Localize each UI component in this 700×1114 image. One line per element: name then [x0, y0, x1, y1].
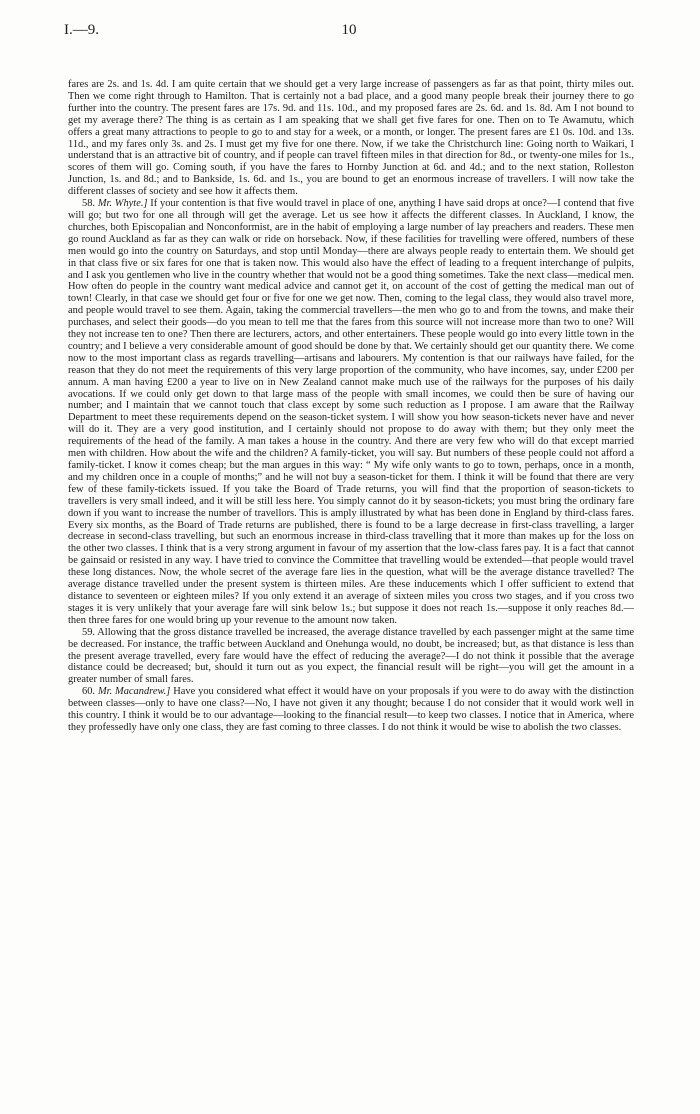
speaker-name: Mr. Whyte.] — [97, 198, 151, 210]
document-reference: I.—9. — [64, 22, 99, 38]
question-number: 59. — [82, 626, 98, 638]
paragraph-text: Have you considered what effect it would have on your proposals if you were to do away with the distinction between classes—only to have one class?—No, I have not given it any thought; because I do not consider that it would work well in this country. I think it would be to our advantage—looking to the financial result—to keep two classes. I notice that in America, where they professedly have only one class, they are fast coming to three classes. I do not think it would be wise to abolish the two classes. — [68, 686, 634, 733]
speaker-name: Mr. Macandrew.] — [97, 686, 174, 698]
paragraph-text: Allowing that the gross distance travelled be increased, the average distance travelled by each passenger might at the same time be decreased. For instance, the traffic between Auckland and Onehunga would, no doubt, be increased; but, as that distance is less than the present average travelled, every fare would have the effect of reducing the average?—I do not think it possible that the average distance could be decreased; but, should it turn out as you expect, the financial result will be right—you will get the amount in a greater number of small fares. — [68, 626, 634, 686]
page-number: 10 — [341, 22, 357, 38]
page-header — [64, 22, 634, 42]
paragraph-text: If your contention is that five would travel in place of one, anything I have said drops at once?—I contend that five will go; but two for one all through will get the average. Let us see how it affects the different classes. In Auckland, I know, the churches, both Episcopalian and Nonconformist, are in the habit of employing a large number of lay preachers and readers. These men go round Auckland as far as they can walk or ride on horseback. Now, if these facilities for travelling were offered, numbers of these men would go into the country on Saturdays, and stop until Monday—there are always people ready to entertain them. We should get in that class five or six fares for one that is taken now. This would also have the effect of leading to a frequent interchange of pulpits, and I ask you gentlemen who live in the country whether that would not be a good thing sometimes. Take the next class—medical men. How often do people in the country want medical advice and cannot get it, on account of the cost of getting the medical man out of town! Clearly, in that case we should get four or five for one we get now. Then, coming to the legal class, they would also travel more, and people would travel to see them. Again, taking the commercial travellers—the men who go to and from the towns, and make their purchases, and select their goods—do you mean to tell me that the fares from this source will not increase more than two to one? Will they not increase ten to one? Then there are lecturers, actors, and other entertainers. These people would go into every little town in the country; and I believe a very considerable amount of good should be done by that. We certainly should get our quantity there. We come now to the most important class as regards travelling—artisans and labourers. My contention is that our railways have failed, for the reason that they do not meet the requirements of this very large proportion of the community, who have incomes, say, under £200 per annum. A man having £200 a year to live on in New Zealand cannot make much use of the railways for the purposes of his daily avocations. If we could only get down to that large mass of the people with small incomes, we could then be sure of having our number; and I maintain that we cannot touch that class except by some such reduction as I propose. I am aware that the Railway Department to meet these requirements depend on the season-ticket system. I will show you how season-tickets never have and never will do it. They are a very good institution, and I certainly should not propose to do away with them; but they only meet the requirements of the head of the family. A man takes a house in the country. And there are very few who will do that except married men with children. How about the wife and the children? A family-ticket, you will say. But numbers of these people could not afford a family-ticket. I know it comes cheap; but the man argues in this way: “ My wife only wants to go to town, perhaps, once in a month, and my children once in a couple of months;” and he will not buy a season-ticket for them. I think it will be found that there are very few of these family-tickets issued. If you take the Board of Trade returns, you will find that the proportion of season-tickets to travellers is very small indeed, and it will be still less here. You simply cannot do it by season-tickets; you must bring the ordinary fare down if you want to increase the number of travellors. This is amply illustrated by what has been done in England by third-class fares. Every six months, as the Board of Trade returns are published, there is found to be a large decrease in first-class travelling, a larger decrease in second-class travelling, but such an enormous increase in third-class travelling that it more than makes up for the loss on the other two classes. I think that is a very strong argument in favour of my assertion that the low-class fares pay. It is a fact that cannot be gainsaid or resisted in any way. I have tried to convince the Committee that travelling would be extended—that people would travel these long distances. Now, the whole secret of the average fare lies in the question, what will be the average distance travelled? The average distance travelled under the present system is thirteen miles. Are these inducements which I offer sufficient to extend that distance to seventeen or eighteen miles? If you only extend it an average of sixteen miles you cross two stages, and if you cross two stages it is very unlikely that your average fare will sink below 1s.; but suppose it does not reach 1s.—suppose it only reaches 8d.—then three fares for one would bring up your revenue to the amount now taken. — [68, 198, 634, 626]
question-number: 60. — [82, 686, 98, 698]
paragraph-text: fares are 2s. and 1s. 4d. I am quite certain that we should get a very large increase of passengers as far as that point, thirty miles out. Then we come right through to Hamilton. That is certainly not a bad place, and a good many people break their journey there to go further into the country. The present fares are 17s. 9d. and 11s. 10d., and my proposed fares are 2s. 6d. and 1s. 8d. Am I not bound to get my average there? The thing is as certain as I am speaking that we shall get five fares for one. Then on to Te Awamutu, which offers a great many attractions to people to go to and stay for a week, or a month, or longer. The present fares are £1 0s. 10d. and 13s. 11d., and my fares only 3s. and 2s. I must get my five for one there. Now, if we take the Christchurch line: Going north to Waikari, I understand that is an attractive bit of country, and if people can travel fifteen miles in that direction for 8d., or twenty-one miles for 1s., scores of them will go. Coming south, if you have the fares to Hornby Junction at 6d. and 4d.; and to the next station, Rolleston Junction, 1s. and 8d.; and to Bankside, 1s. 6d. and 1s., you are bound to get an enormous increase of travellers. I will now take the different classes of society and see how it affects them. — [68, 79, 634, 198]
document-body — [68, 79, 634, 734]
paragraph-continuation — [68, 79, 634, 198]
paragraph-58 — [68, 198, 634, 627]
paragraph-60 — [68, 686, 634, 734]
question-number: 58. — [82, 198, 98, 210]
paragraph-59 — [68, 627, 634, 687]
